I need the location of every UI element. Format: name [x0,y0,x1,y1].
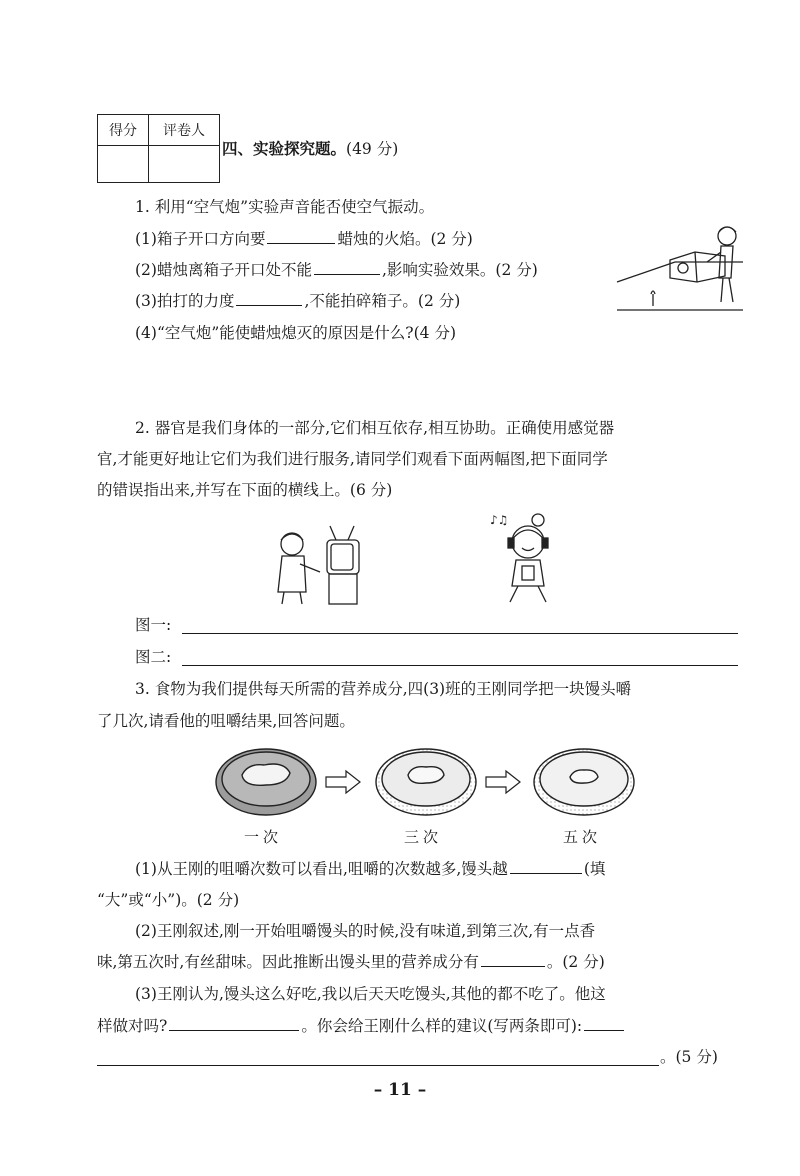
section-title: 四、实验探究题。 [222,140,347,158]
q3-s3-answer-blank[interactable] [169,1015,299,1031]
q1-p2-before: (2)蜡烛离箱子开口处不能 [135,261,312,279]
q3-s3-end: 。(5 分) [660,1048,718,1066]
dish-three [376,749,476,815]
svg-text:♪♫: ♪♫ [490,513,509,527]
figure2-headphones-illustration [488,510,564,606]
q1-p3-before: (3)拍打的力度 [135,292,235,310]
q1-p3-answer-blank[interactable] [236,290,302,306]
q3-s2-before: 味,第五次时,有丝甜味。因此推断出馒头里的营养成分有 [97,953,479,971]
q1-p1-after: 蜡烛的火焰。(2 分) [337,230,473,248]
q2-fig1-label: 图一: [135,616,172,634]
q2-fig2-label: 图二: [135,648,172,666]
q2-line3: 的错误指出来,并写在下面的横线上。(6 分) [97,481,393,499]
q1-part4: (4)“空气炮”能使蜡烛熄灭的原因是什么?(4 分) [135,324,456,342]
chewing-dishes-illustration [214,745,644,820]
q3-sub3-line2 [97,1015,626,1037]
q3-s1-after: (填 [583,860,606,878]
q1-p1-before: (1)箱子开口方向要 [135,230,266,248]
q3-s2-answer-blank[interactable] [481,951,545,967]
grader-header: 评卷人 [149,115,220,146]
q3-sub1-line2: “大”或“小”)。(2 分) [97,891,240,909]
score-cell[interactable] [98,146,149,183]
q3-s3-suggestion-blank-start[interactable] [584,1015,624,1031]
arrow-1 [326,771,360,793]
q2-line1: 2. 器官是我们身体的一部分,它们相互依存,相互协助。正确使用感觉器 [135,419,615,437]
caption-five: 五次 [563,828,602,846]
figure1-tv-illustration [272,522,364,606]
q1-part2 [135,259,538,281]
caption-three: 三次 [404,828,443,846]
section-points: (49 分) [346,140,399,158]
q3-line2: 了几次,请看他的咀嚼结果,回答问题。 [97,712,355,730]
q3-s3-suggestion-line[interactable] [97,1065,659,1066]
q1-part3 [135,290,460,312]
grader-cell[interactable] [149,146,220,183]
dish-one [216,749,316,815]
q1-stem: 1. 利用“空气炮”实验声音能否使空气振动。 [135,198,435,216]
q1-part1 [135,228,473,250]
q3-line1: 3. 食物为我们提供每天所需的营养成分,四(3)班的王刚同学把一块馒头嚼 [135,680,632,698]
q3-s3-mid: 。你会给王刚什么样的建议(写两条即可): [301,1017,583,1035]
section-heading [222,138,398,160]
q3-s2-after: 。(2 分) [546,953,605,971]
air-cannon-illustration [615,222,745,312]
dish-five [534,749,634,815]
caption-once: 一次 [244,828,283,846]
q2-line2: 官,才能更好地让它们为我们进行服务,请同学们观看下面两幅图,把下面同学 [97,450,608,468]
arrow-2 [486,771,520,793]
q1-p2-after: ,影响实验效果。(2 分) [381,261,538,279]
q1-p1-answer-blank[interactable] [267,228,335,244]
q2-fig2-answer-line[interactable] [182,665,738,666]
q1-p3-after: ,不能拍碎箱子。(2 分) [304,292,461,310]
score-table [97,114,220,183]
q2-fig1-answer-line[interactable] [182,633,738,634]
q3-s1-answer-blank[interactable] [510,858,582,874]
q3-sub2-line1: (2)王刚叙述,刚一开始咀嚼馒头的时候,没有味道,到第三次,有一点香 [135,922,596,940]
q3-sub1 [135,858,605,880]
q3-s1-before: (1)从王刚的咀嚼次数可以看出,咀嚼的次数越多,馒头越 [135,860,508,878]
page-number: – 11 – [373,1080,427,1100]
q3-sub2-line2 [97,951,605,973]
score-header: 得分 [98,115,149,146]
q3-s3-before: 样做对吗? [97,1017,168,1035]
q1-p2-answer-blank[interactable] [314,259,380,275]
q3-sub3-line1: (3)王刚认为,馒头这么好吃,我以后天天吃馒头,其他的都不吃了。他这 [135,985,606,1003]
